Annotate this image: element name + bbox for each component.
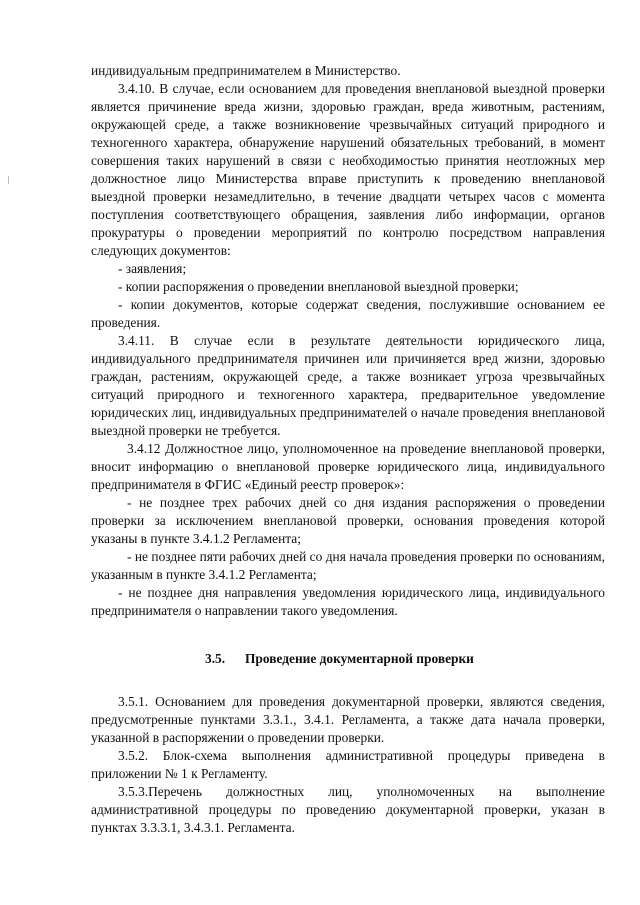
paragraph-3-4-12: 3.4.12 Должностное лицо, уполномоченное на проведение внеплановой проверки, вносит информацию о внеплановой проверке юридического лица, индивидуального предпринимателя в ФГИС «Единый реестр проверок»: — [91, 441, 605, 492]
text-block-bottom — [91, 693, 605, 837]
list-item: - не позднее пяти рабочих дней со дня начала проведения проверки по основаниям, указанным в пункте 3.4.1.2 Регламента; — [91, 549, 605, 582]
list-item: - копии распоряжения о проведении внеплановой выездной проверки; — [118, 279, 519, 294]
section-heading — [91, 651, 605, 667]
section-number: 3.5. — [205, 651, 226, 666]
list-item: - не позднее дня направления уведомления юридического лица, индивидуального предпринимателя о направлении такого уведомления. — [91, 585, 605, 618]
paragraph-3-5-3: 3.5.3.Перечень должностных лиц, уполномоченных на выполнение административной процедуры по проведению документарной проверки, указан в пунктах 3.3.3.1, 3.4.3.1. Регламента. — [91, 784, 605, 835]
paragraph-3-5-2: 3.5.2. Блок-схема выполнения административной процедуры приведена в приложении № 1 к Регламенту. — [91, 748, 605, 781]
list-item: - не позднее трех рабочих дней со дня издания распоряжения о проведении проверки за исключением внеплановой проверки, основания проведения которой указаны в пункте 3.4.1.2 Регламента; — [91, 495, 605, 546]
scan-mark — [8, 176, 9, 184]
list-item: - заявления; — [118, 261, 187, 276]
list-item: - копии документов, которые содержат сведения, послужившие основанием ее проведения. — [91, 297, 605, 330]
paragraph-3-5-1: 3.5.1. Основанием для проведения документарной проверки, являются сведения, предусмотренные пунктами 3.3.1., 3.4.1. Регламента, а также дата начала проверки, указанной в распоряжении о проведении проверки. — [91, 694, 605, 745]
text-block-top — [91, 62, 605, 620]
paragraph-3-4-10: 3.4.10. В случае, если основанием для проведения внеплановой выездной проверки является причинение вреда жизни, здоровью граждан, вреда животным, растениям, окружающей среде, а также возникновение чрезвычайных ситуаций природного и техногенного характера, обнаружение нарушений обязательных требований, в момент совершения таких нарушений в связи с необходимостью принятия неотложных мер должностное лицо Министерства вправе приступить к проведению внеплановой выездной проверки незамедлительно, в течение двадцати четырех часов с момента поступления соответствующего обращения, заявления либо информации, органов прокуратуры о проведении мероприятий по контролю посредством направления следующих документов: — [91, 81, 605, 258]
paragraph-3-4-11: 3.4.11. В случае если в результате деятельности юридического лица, индивидуального предпринимателя причинен или причиняется вред жизни, здоровью граждан, растениям, окружающей среде, а также возникает угроза чрезвычайных ситуаций природного и техногенного характера, предварительное уведомление юридических лиц, индивидуальных предпринимателей о начале проведения внеплановой выездной проверки не требуется. — [91, 333, 605, 438]
section-title: Проведение документарной проверки — [245, 651, 474, 666]
paragraph-continuation: индивидуальным предпринимателем в Министерство. — [91, 63, 401, 78]
